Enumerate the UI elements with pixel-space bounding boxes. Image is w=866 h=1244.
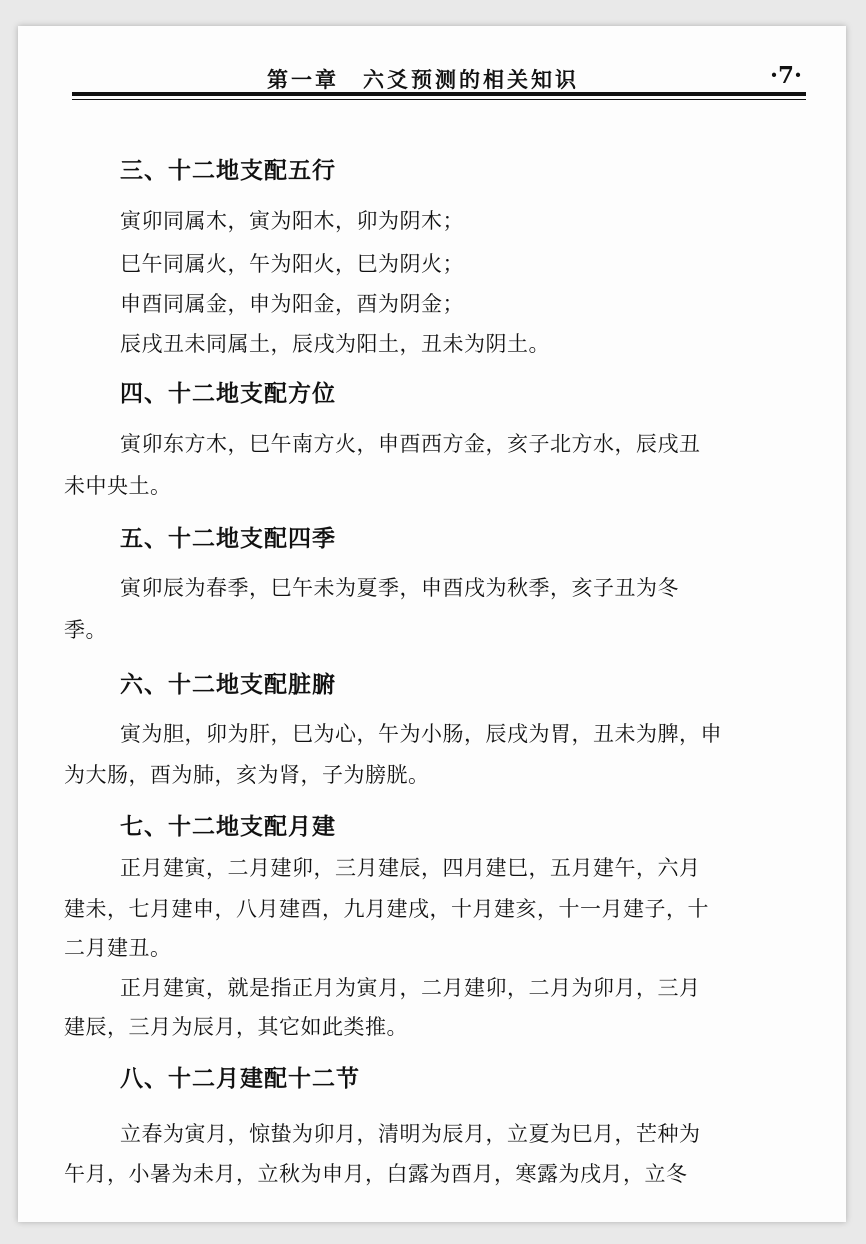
chapter-title: 第一章 六爻预测的相关知识 <box>267 67 579 92</box>
body-line: 巳午同属火，午为阳火，巳为阴火； <box>120 252 464 276</box>
body-line: 为大肠，酉为肺，亥为肾，子为膀胱。 <box>64 763 430 787</box>
body-line: 寅卯辰为春季，巳午未为夏季，申酉戌为秋季，亥子丑为冬 <box>120 576 679 600</box>
header-rule-thin <box>72 99 806 100</box>
body-line: 建未，七月建申，八月建酉，九月建戌，十月建亥，十一月建子，十 <box>64 897 709 921</box>
body-line: 季。 <box>64 618 107 642</box>
page-number: ·7· <box>769 62 802 89</box>
body-line: 正月建寅，就是指正月为寅月，二月建卯，二月为卯月，三月 <box>120 976 701 1000</box>
body-line: 寅卯东方木，巳午南方火，申酉西方金，亥子北方水，辰戌丑 <box>120 432 701 456</box>
body-line: 寅为胆，卯为肝，巳为心，午为小肠，辰戌为胃，丑未为脾，申 <box>120 722 722 746</box>
body-line: 未中央土。 <box>64 474 172 498</box>
body-line: 正月建寅，二月建卯，三月建辰，四月建巳，五月建午，六月 <box>120 856 701 880</box>
body-line: 立春为寅月，惊蛰为卯月，清明为辰月，立夏为巳月，芒种为 <box>120 1122 701 1146</box>
section-heading: 六、十二地支配脏腑 <box>120 671 336 698</box>
body-line: 建辰，三月为辰月，其它如此类推。 <box>64 1015 408 1039</box>
section-heading: 三、十二地支配五行 <box>120 157 336 184</box>
section-heading: 七、十二地支配月建 <box>120 813 336 840</box>
header-rule-thick <box>72 92 806 96</box>
body-line: 二月建丑。 <box>64 936 172 960</box>
section-heading: 五、十二地支配四季 <box>120 525 336 552</box>
body-line: 午月，小暑为未月，立秋为申月，白露为酉月，寒露为戌月，立冬 <box>64 1162 688 1186</box>
section-heading: 八、十二月建配十二节 <box>120 1065 360 1092</box>
body-line: 申酉同属金，申为阳金，酉为阴金； <box>120 292 464 316</box>
section-heading: 四、十二地支配方位 <box>120 380 336 407</box>
body-line: 寅卯同属木，寅为阳木，卯为阴木； <box>120 209 464 233</box>
body-line: 辰戌丑未同属土，辰戌为阳土，丑未为阴土。 <box>120 332 550 356</box>
